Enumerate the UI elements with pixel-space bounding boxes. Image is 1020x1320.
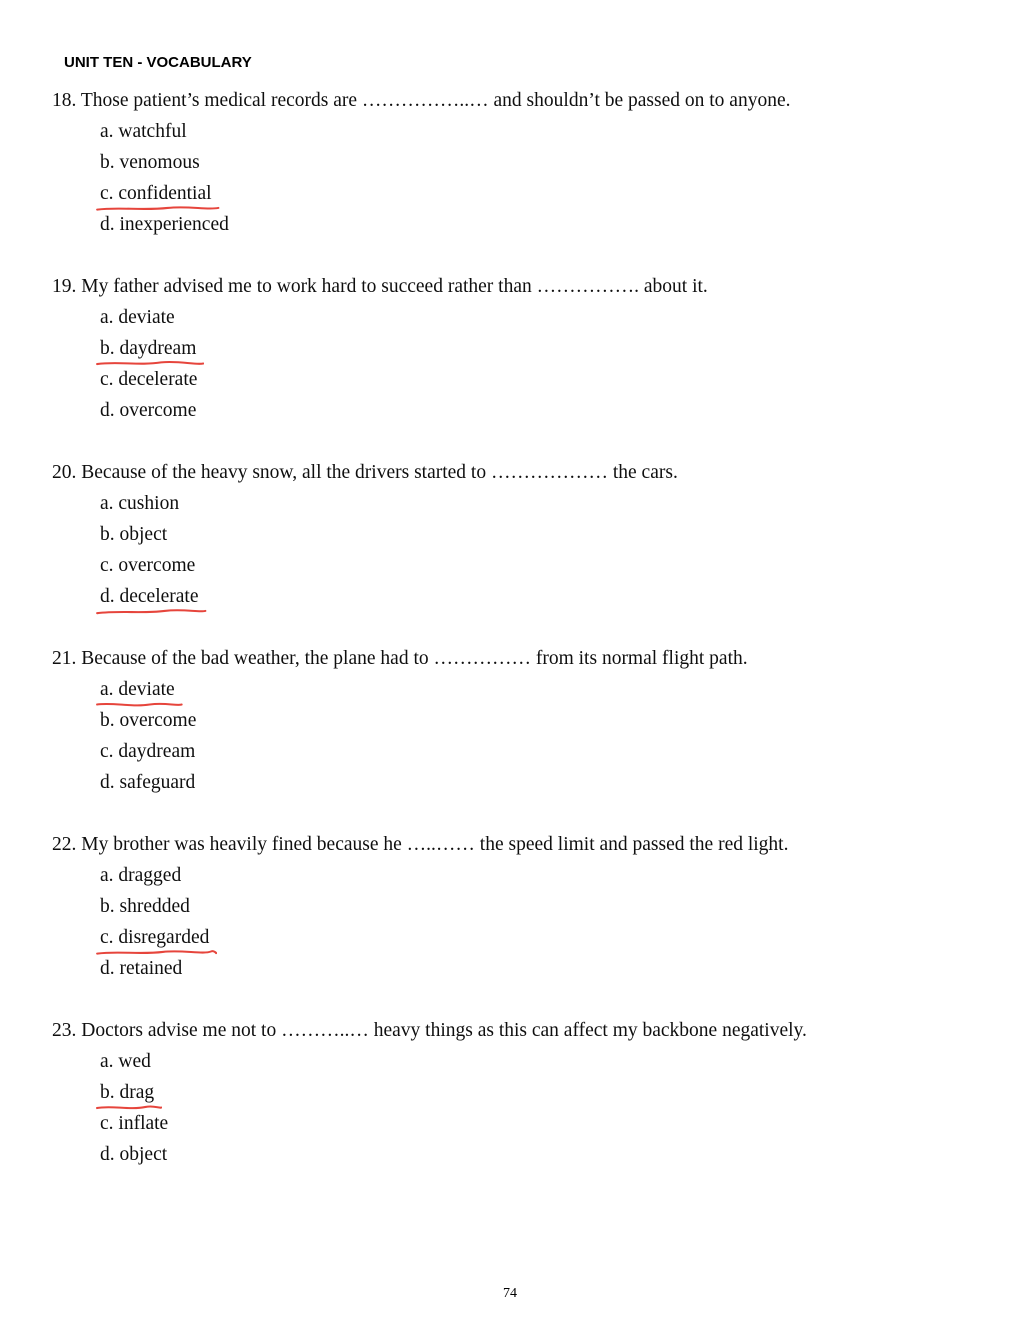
question-19 <box>52 271 964 426</box>
question-option: c. overcome <box>100 555 196 576</box>
question-option: c. disregarded <box>100 922 964 953</box>
question-stem: 22. My brother was heavily fined because he …..…… the speed limit and passed the red light. <box>52 834 789 855</box>
question-option: c. confidential <box>100 178 964 209</box>
question-option: b. shredded <box>100 896 190 917</box>
question-option: a. dragged <box>100 865 182 886</box>
question-option: c. decelerate <box>100 369 198 390</box>
question-23 <box>52 1015 964 1170</box>
question-stem: 21. Because of the bad weather, the plane had to …………… from its normal flight path. <box>52 648 748 669</box>
question-option: a. deviate <box>100 674 964 705</box>
question-option: a. deviate <box>100 307 175 328</box>
question-20 <box>52 457 964 612</box>
question-stem: 23. Doctors advise me not to ………..… heavy things as this can affect my backbone negatively. <box>52 1020 807 1041</box>
options-list <box>52 674 964 798</box>
options-list <box>52 302 964 426</box>
page-number: 74 <box>503 1286 517 1301</box>
question-option: c. daydream <box>100 741 196 762</box>
question-option: b. object <box>100 524 168 545</box>
question-option: a. cushion <box>100 493 180 514</box>
options-list <box>52 488 964 612</box>
question-option: b. daydream <box>100 333 964 364</box>
question-option: d. inexperienced <box>100 214 229 235</box>
question-option: d. overcome <box>100 400 197 421</box>
question-21 <box>52 643 964 798</box>
options-list <box>52 860 964 984</box>
unit-header: UNIT TEN - VOCABULARY <box>64 54 252 71</box>
question-stem: 20. Because of the heavy snow, all the drivers started to ……………… the cars. <box>52 462 678 483</box>
question-option: a. watchful <box>100 121 187 142</box>
question-22 <box>52 829 964 984</box>
answer-underline <box>96 607 207 616</box>
question-18 <box>52 85 964 240</box>
question-option: c. inflate <box>100 1113 169 1134</box>
question-option: b. overcome <box>100 710 197 731</box>
question-option: a. wed <box>100 1051 151 1072</box>
question-stem: 18. Those patient’s medical records are ……………..… and shouldn’t be passed on to anyone. <box>52 90 791 111</box>
question-option: b. drag <box>100 1077 964 1108</box>
question-option: b. venomous <box>100 152 200 173</box>
options-list <box>52 116 964 240</box>
options-list <box>52 1046 964 1170</box>
question-option: d. object <box>100 1144 168 1165</box>
question-option: d. safeguard <box>100 772 196 793</box>
question-option: d. decelerate <box>100 581 964 612</box>
question-option: d. retained <box>100 958 183 979</box>
question-stem: 19. My father advised me to work hard to succeed rather than ……………. about it. <box>52 276 708 297</box>
